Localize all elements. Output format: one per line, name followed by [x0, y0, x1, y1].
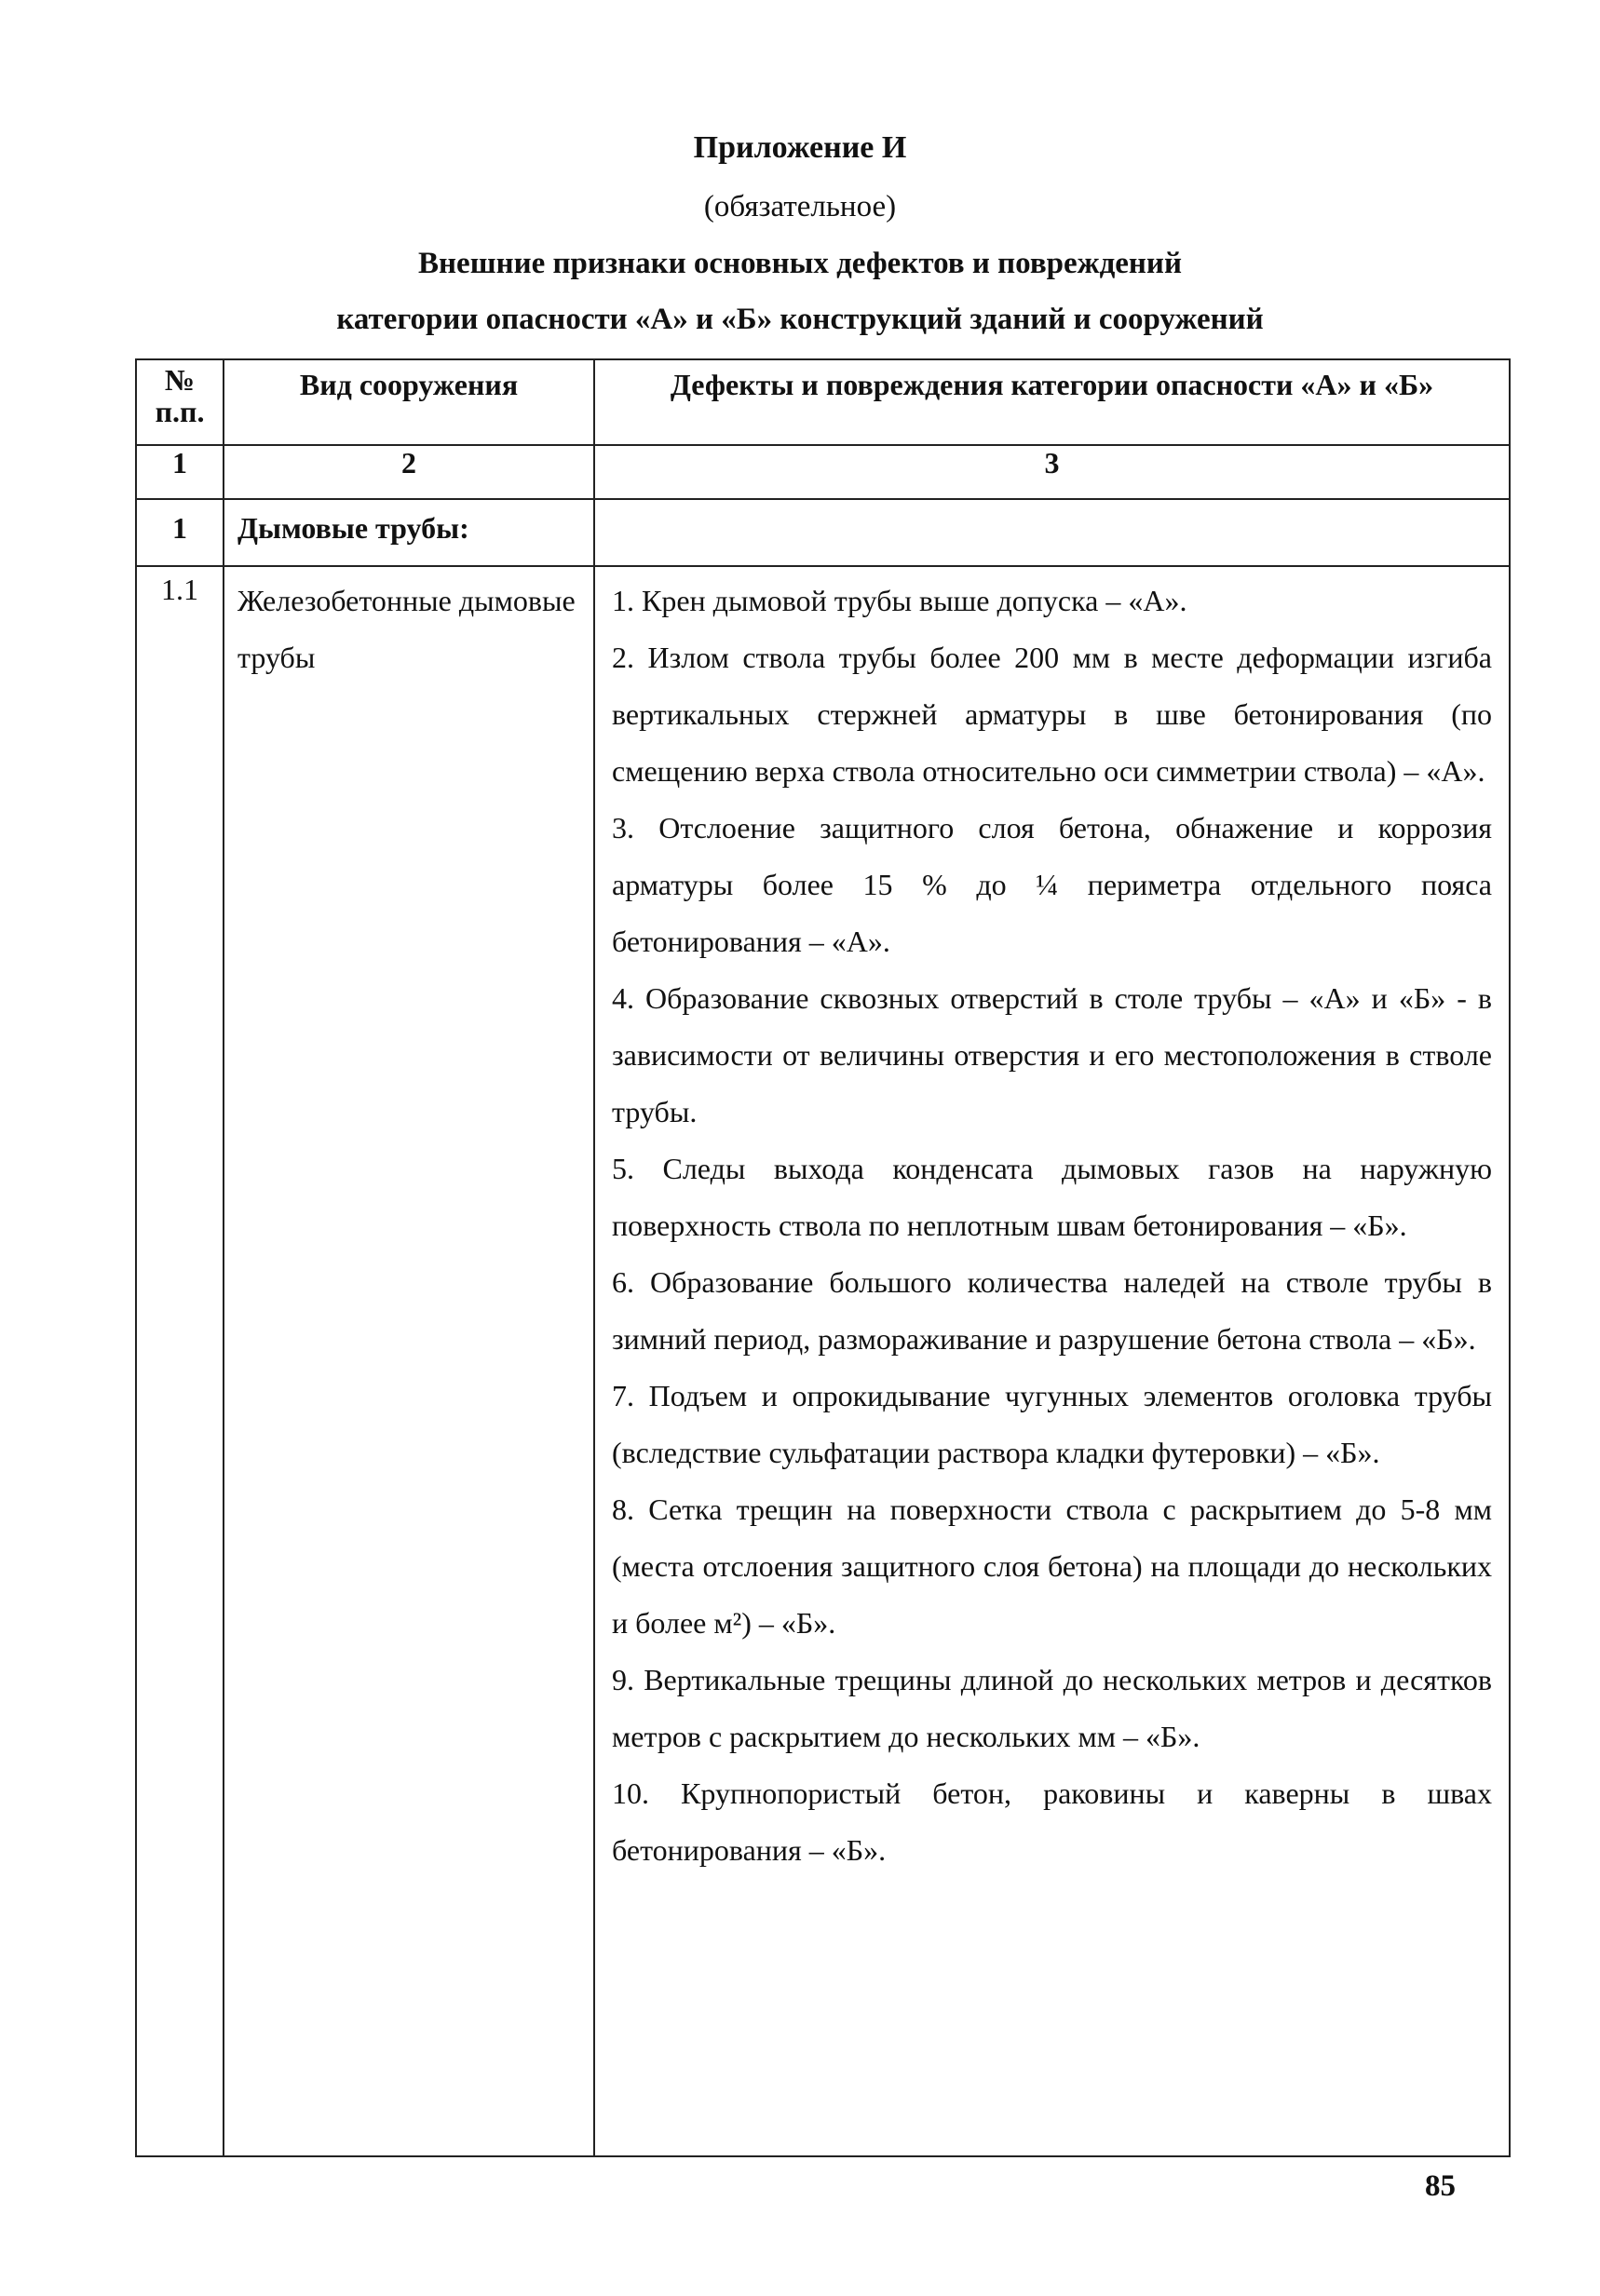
appendix-subtitle: (обязательное) [703, 190, 897, 223]
defect-item: 8. Сетка трещин на поверхности ствола с раскрытием до 5-8 мм (места отслоения защитного слоя бетона) на площади до нескольких и более м²) – «Б». [612, 1492, 1492, 1640]
defect-item: 3. Отслоение защитного слоя бетона, обнажение и коррозия арматуры более 15 % до ¼ периметра отдельного пояса бетонирования – «А». [612, 811, 1492, 958]
column-header-structure-type: Вид сооружения [224, 359, 594, 445]
column-header-defects: Дефекты и повреждения категории опасности «А» и «Б» [594, 359, 1510, 445]
section-empty-cell [594, 499, 1510, 566]
section-row [136, 499, 1510, 566]
column-index-row [136, 445, 1510, 499]
structure-type: Железобетонные дымовые трубы [224, 566, 594, 2156]
table-header-row [136, 359, 1510, 445]
row-number: 1.1 [136, 566, 224, 2156]
page-number: 85 [1425, 2169, 1456, 2203]
defect-item: 9. Вертикальные трещины длиной до нескольких метров и десятков метров с раскрытием до нескольких мм – «Б». [612, 1663, 1492, 1753]
heading-line-1: Внешние признаки основных дефектов и повреждений [418, 247, 1182, 280]
defect-item: 1. Крен дымовой трубы выше допуска – «А». [612, 584, 1187, 617]
defect-item: 6. Образование большого количества наледей на стволе трубы в зимний период, размораживание и разрушение бетона ствола – «Б». [612, 1265, 1492, 1356]
defect-item: 5. Следы выхода конденсата дымовых газов на наружную поверхность ствола по неплотным швам бетонирования – «Б». [612, 1152, 1492, 1242]
defect-item: 7. Подъем и опрокидывание чугунных элементов оголовка трубы (вследствие сульфатации раствора кладки футеровки) – «Б». [612, 1379, 1492, 1469]
defects-list [594, 566, 1510, 2156]
appendix-title: Приложение И [693, 130, 907, 165]
column-index: 3 [594, 445, 1510, 499]
column-index: 2 [224, 445, 594, 499]
defect-item: 10. Крупнопористый бетон, раковины и каверны в швах бетонирования – «Б». [612, 1776, 1492, 1867]
heading-line-2: категории опасности «А» и «Б» конструкций зданий и сооружений [336, 303, 1264, 336]
section-name: Дымовые трубы: [224, 499, 594, 566]
column-index: 1 [136, 445, 224, 499]
defect-item: 4. Образование сквозных отверстий в столе трубы – «А» и «Б» - в зависимости от величины отверстия и его местоположения в стволе трубы. [612, 981, 1492, 1128]
table-row [136, 566, 1510, 2156]
defect-item: 2. Излом ствола трубы более 200 мм в месте деформации изгиба вертикальных стержней арматуры в шве бетонирования (по смещению верха ствола относительно оси симметрии ствола) – «А». [612, 641, 1492, 788]
defects-table [135, 358, 1511, 2157]
section-number: 1 [136, 499, 224, 566]
column-header-num: № п.п. [136, 359, 224, 445]
